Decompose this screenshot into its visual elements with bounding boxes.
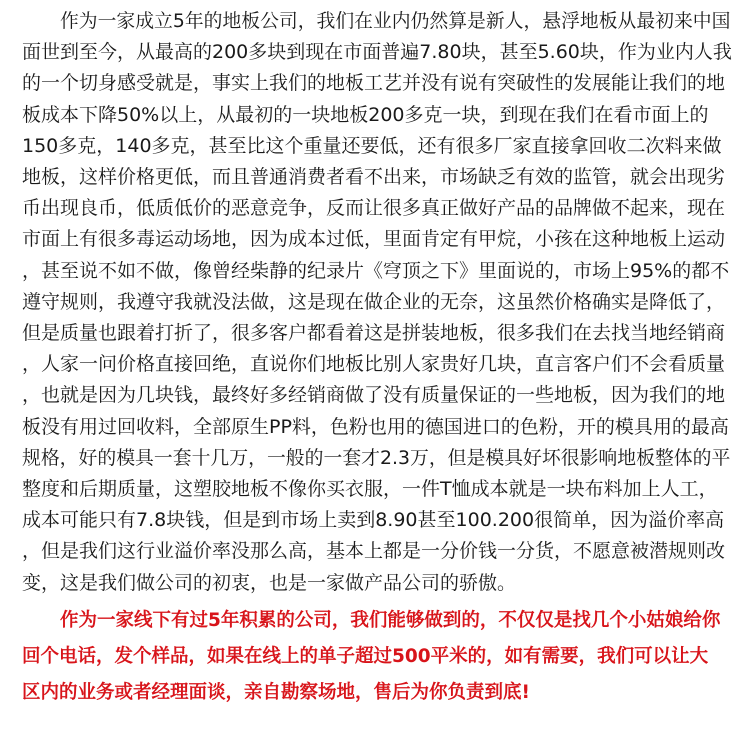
paragraph-1-line-18: ，但是我们这行业溢价率没那么高，基本上都是一分价钱一分货，不愿意被潜规则改 — [22, 540, 726, 563]
paragraph-1-line-14: 板没有用过回收料，全部原生PP料，色粉也用的德国进口的色粉，开的模具用的最高 — [22, 415, 729, 438]
paragraph-1-line-2: 面世到至今，从最高的200多块到现在市面普遍7.80块，甚至5.60块，作为业内人我 — [22, 41, 732, 64]
paragraph-1-line-10: 遵守规则，我遵守我就没法做，这是现在做企业的无奈，这虽然价格确实是降低了， — [22, 290, 726, 313]
paragraph-1-line-11: 但是质量也跟着打折了，很多客户都看着这是拼装地板，很多我们在去找当地经销商 — [22, 322, 726, 344]
paragraph-1-line-9: ，甚至说不如不做，像曾经柴静的纪录片《穹顶之下》里面说的，市场上95%的都不 — [22, 259, 730, 282]
paragraph-1-line-1: 作为一家成立5年的地板公司，我们在业内仍然算是新人，悬浮地板从最初来中国 — [60, 11, 731, 32]
paragraph-1-line-5: 150多克，140多克，甚至比这个重量还要低，还有很多厂家直接拿回收二次料来做 — [22, 134, 722, 157]
paragraph-1-line-12: ，人家一问价格直接回绝，直说你们地板比别人家贵好几块，直言客户们不会看质量 — [22, 353, 726, 376]
paragraph-1-line-15: 规格，好的模具一套十几万，一般的一套才2.3万，但是模具好坏很影响地板整体的平 — [22, 447, 731, 469]
paragraph-1-line-8: 市面上有很多毒运动场地，因为成本过低，里面肯定有甲烷，小孩在这种地板上运动 — [22, 228, 726, 251]
paragraph-1-line-13: ，也就是因为几块钱，最终好多经销商做了没有质量保证的一些地板，因为我们的地 — [22, 384, 726, 407]
paragraph-2-line-3: 区内的业务或者经理面谈，亲自勘察场地，售后为你负责到底! — [22, 681, 530, 703]
paragraph-1-line-19: 变，这是我们做公司的初衷，也是一家做产品公司的骄傲。 — [22, 571, 517, 594]
paragraph-1-line-17: 成本可能只有7.8块钱，但是到市场上卖到8.90甚至100.200很简单，因为溢价率高 — [22, 509, 725, 532]
paragraph-1-line-16: 整度和后期质量，这塑胶地板不像你买衣服，一件T恤成本就是一块布料加上人工， — [22, 478, 718, 500]
paragraph-1-line-7: 币出现良币，低质低价的恶意竞争，反而让很多真正做好产品的品牌做不起来，现在 — [22, 197, 726, 220]
paragraph-1-line-4: 板成本下降50%以上，从最初的一块地板200多克一块，到现在我们在看市面上的 — [22, 103, 709, 126]
paragraph-1-line-3: 的一个切身感受就是，事实上我们的地板工艺并没有说有突破性的发展能让我们的地 — [22, 72, 726, 95]
paragraph-2-line-2: 回个电话，发个样品，如果在线上的单子超过500平米的，如有需要，我们可以让大 — [22, 645, 709, 667]
paragraph-1-line-6: 地板，这样价格更低，而且普通消费者看不出来，市场缺乏有效的监管，就会出现劣 — [22, 166, 726, 188]
paragraph-2-line-1: 作为一家线下有过5年积累的公司，我们能够做到的，不仅仅是找几个小姑娘给你 — [60, 609, 721, 631]
